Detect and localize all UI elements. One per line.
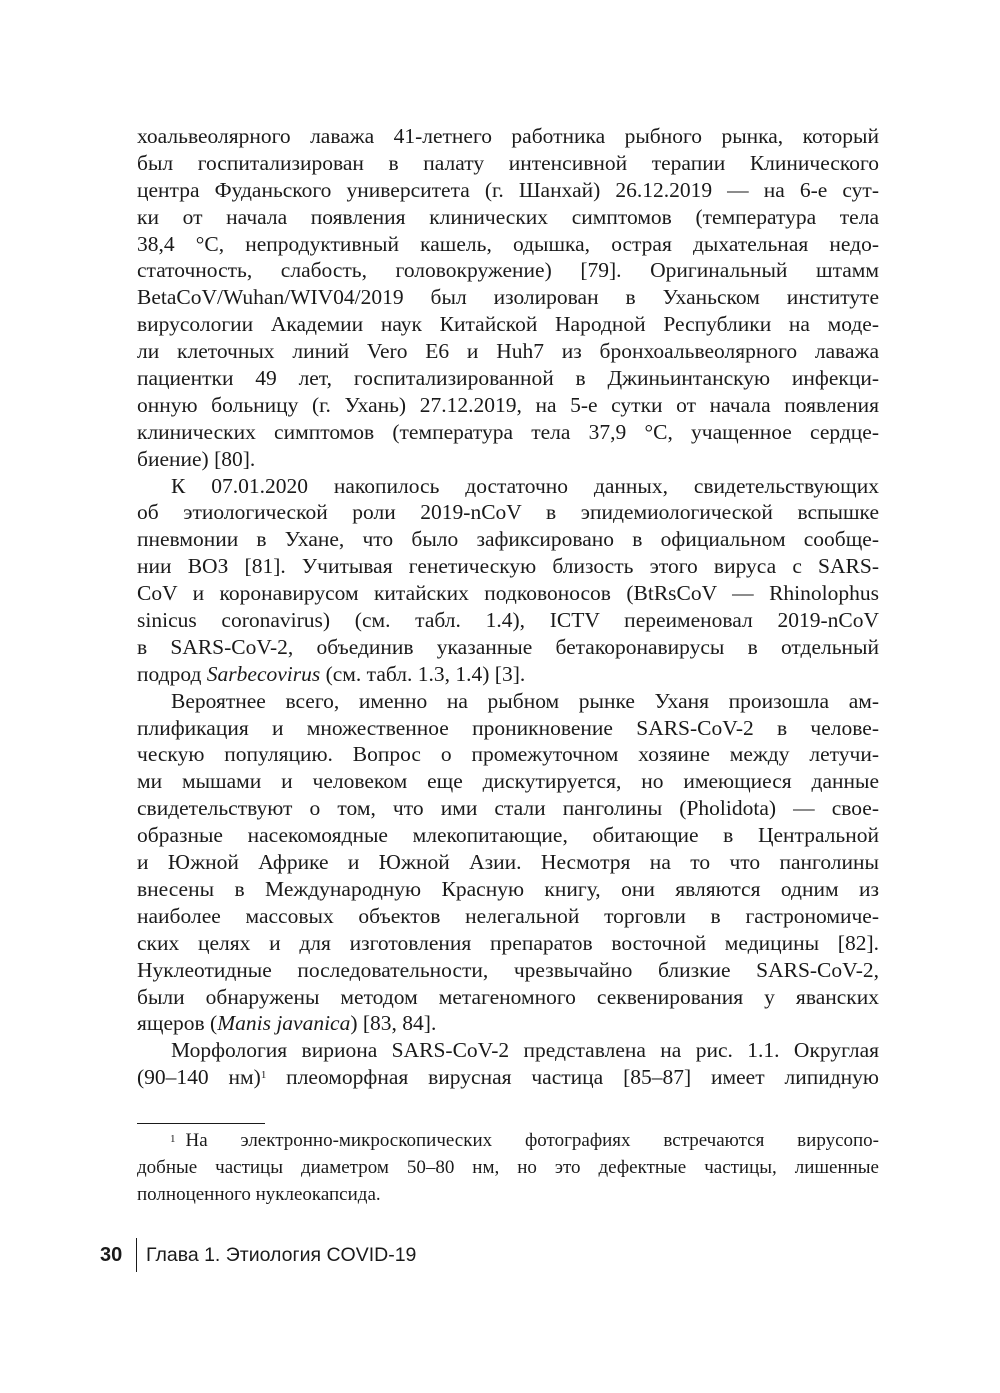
footer-divider [136,1238,137,1272]
text-line [137,661,879,688]
text-line: ки от начала появления клинических симптомов (температура тела [137,204,879,229]
running-chapter-title: Глава 1. Этиология COVID-19 [146,1243,417,1266]
text-segment: подрод [137,661,207,686]
text-line: были обнаружены методом метагеномного секвенирования у яванских [137,984,879,1009]
text-segment: плеоморфная вирусная частица [85–87] имеет липидную [266,1065,879,1090]
species-name: Manis javanica [217,1011,351,1036]
text-line: был госпитализирован в палату интенсивной терапии Клинического [137,150,879,175]
text-line: внесены в Международную Красную книгу, они являются одним из [137,876,879,901]
text-line: образные насекомоядные млекопитающие, обитающие в Центральной [137,823,879,848]
text-line: в SARS-CoV-2, объединив указанные бетакоронавирусы в отдельный [137,634,879,659]
text-line: BetaCoV/Wuhan/WIV04/2019 был изолирован в Уханьском институте [137,285,879,310]
text-line: пациентки 49 лет, госпитализированной в Джиньинтанскую инфекци- [137,366,879,391]
text-line [137,1010,879,1037]
text-segment: (90–140 нм) [137,1065,261,1090]
text-line: хоальвеолярного лаважа 41-летнего работника рыбного рынка, который [137,124,879,148]
footnote-line [137,1127,879,1154]
text-segment: ящеров ( [137,1011,218,1036]
footnote-line: добные частицы диаметром 50–80 нм, но это дефектные частицы, лишенные [137,1157,879,1178]
text-line: CoV и коронавирусом китайских подковоносов (BtRsCoV — Rhinolophus [137,581,879,606]
text-line: Вероятнее всего, именно на рыбном рынке Уханя произошла ам- [171,688,879,713]
text-line: онную больницу (г. Ухань) 27.12.2019, на 5-е сутки от начала появления [137,392,879,417]
text-line: ли клеточных линий Vero E6 и Huh7 из бронхоальвеолярного лаважа [137,339,879,364]
text-segment: ) [83, 84]. [350,1011,437,1036]
text-line: вирусологии Академии наук Китайской Народной Республики на моде- [137,312,879,337]
text-line: об этиологической роли 2019-nCoV в эпидемиологической вспышке [137,500,879,525]
text-line: биение) [80]. [137,446,256,471]
text-segment: На электронно-микроскопических фотографиях встречаются вирусопо- [185,1130,879,1151]
footnote-marker: 1 [170,1133,176,1145]
text-line: и Южной Африке и Южной Азии. Несмотря на то что панголины [137,850,879,875]
text-line: ми мышами и человеком еще дискутируется, но имеющиеся данные [137,769,879,794]
page-number: 30 [100,1243,123,1266]
footnote-line: полноценного нуклеокапсида. [137,1184,381,1205]
text-line: ческую популяцию. Вопрос о промежуточном хозяине между летучи- [137,742,879,767]
genus-name: Sarbecovirus [206,661,321,686]
text-line: плификация и множественное проникновение SARS-CoV-2 в челове- [137,715,879,740]
page-footer [100,1238,416,1272]
text-line: статочность, слабость, головокружение) [79]. Оригинальный штамм [137,258,879,283]
main-text [137,123,879,1091]
text-line: наиболее массовых объектов нелегальной торговли в гастрономиче- [137,903,879,928]
text-line [137,1064,879,1091]
text-line: центра Фуданьского университета (г. Шанхай) 26.12.2019 — на 6-е сут- [137,177,879,202]
footnote [137,1127,879,1208]
text-line: sinicus coronavirus) (см. табл. 1.4), ICTV переименовал 2019-nCoV [137,608,879,633]
footnote-separator [137,1123,265,1124]
text-line: свидетельствуют о том, что ими стали панголины (Pholidota) — свое- [137,796,879,821]
text-line: нии ВОЗ [81]. Учитывая генетическую близость этого вируса с SARS- [137,554,879,579]
text-line: пневмонии в Ухане, что было зафиксировано в официальном сообще- [137,527,879,552]
text-line: Нуклеотидные последовательности, чрезвычайно близкие SARS-CoV-2, [137,957,879,982]
footnote-reference[interactable]: 1 [260,1069,267,1082]
text-line: клинических симптомов (температура тела 37,9 °С, учащенное сердце- [137,419,879,444]
text-line: 38,4 °С, непродуктивный кашель, одышка, острая дыхательная недо- [137,231,879,256]
text-line: К 07.01.2020 накопилось достаточно данных, свидетельствующих [171,473,879,498]
text-segment: (см. табл. 1.3, 1.4) [3]. [320,661,526,686]
text-line: ских целях и для изготовления препаратов восточной медицины [82]. [137,930,879,955]
text-line: Морфология вириона SARS-CoV-2 представлена на рис. 1.1. Округлая [171,1038,879,1063]
